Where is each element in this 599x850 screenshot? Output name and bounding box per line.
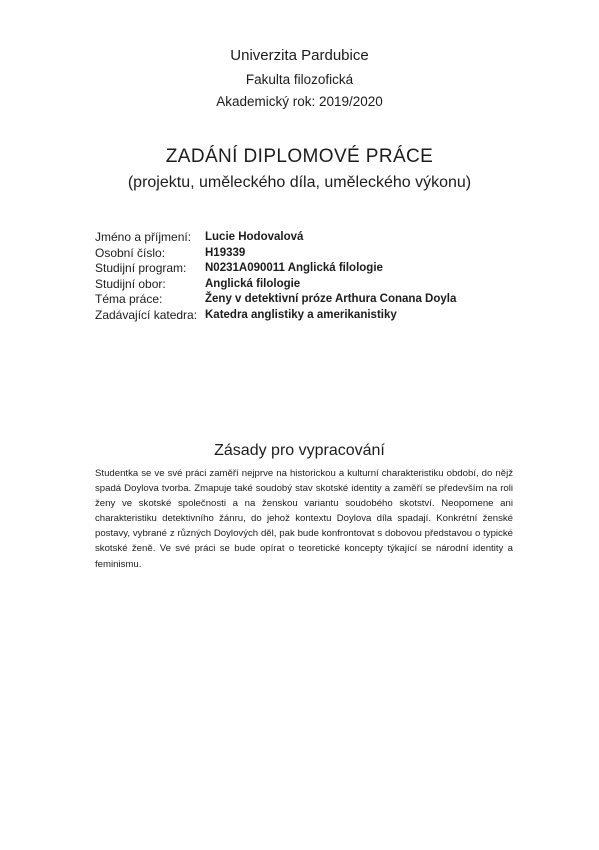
guidelines-paragraph: Studentka se ve své práci zaměří nejprve na historickou a kulturní charakteristiku období, do nějž spadá Doylova tvorba. Zmapuje také soudobý stav skotské identity a zaměří se především na roli ženy ve skotské společnosti a na ženskou variantu soudobého skotství. Neopomene ani charakteristiku detektivního žánru, do jehož kontextu Doylova díla spadají. Konkrétní ženské postavy, vybrané z různých Doylových děl, pak bude konfrontovat s dobovou představou o typické skotské ženě. Ve své práci se bude opírat o teoretické koncepty týkající se národní identity a feminismu. — [95, 468, 513, 570]
info-label: Zadávající katedra: — [95, 307, 198, 322]
university-name: Univerzita Pardubice — [230, 47, 369, 64]
faculty-name: Fakulta filozofická — [245, 72, 354, 87]
info-value: H19339 — [205, 246, 246, 259]
section-heading: Zásady pro vypracování — [214, 442, 385, 459]
info-value: Katedra anglistiky a amerikanistiky — [205, 308, 397, 321]
academic-year: Akademický rok: 2019/2020 — [216, 94, 383, 109]
info-value: N0231A090011 Anglická filologie — [205, 262, 383, 275]
info-label: Studijní program: — [95, 261, 187, 276]
info-label: Osobní číslo: — [95, 245, 166, 260]
info-value: Anglická filologie — [205, 277, 301, 290]
info-label: Jméno a příjmení: — [95, 230, 192, 244]
info-value: Lucie Hodovalová — [205, 231, 304, 243]
document-subtitle: (projektu, uměleckého díla, uměleckého výkonu) — [127, 174, 472, 191]
document-title: ZADÁNÍ DIPLOMOVÉ PRÁCE — [165, 146, 434, 167]
info-label: Téma práce: — [95, 292, 163, 307]
info-value: Ženy v detektivní próze Arthura Conana Doyla — [205, 293, 457, 306]
info-label: Studijní obor: — [95, 276, 166, 291]
